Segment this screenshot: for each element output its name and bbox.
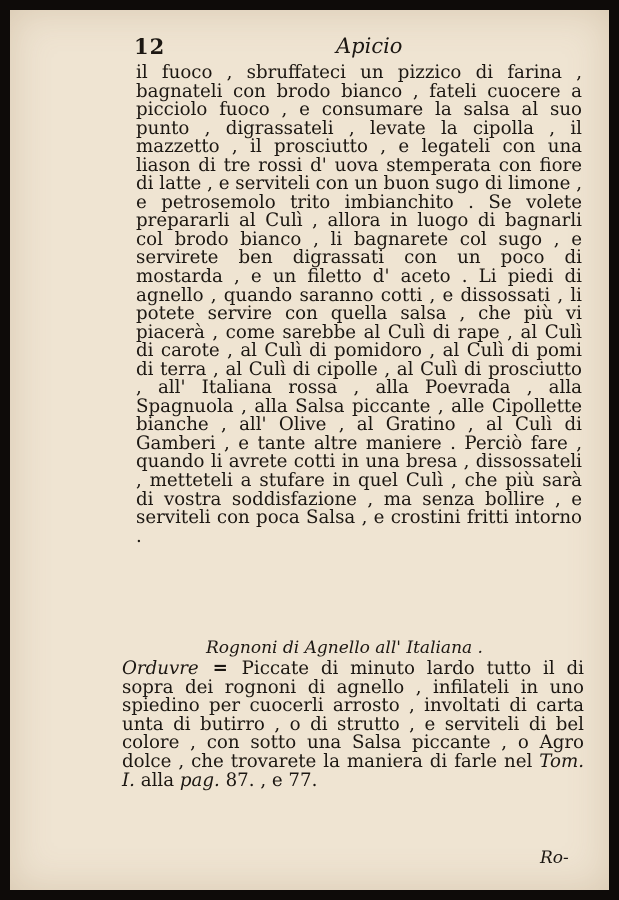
recipe-paragraph [122, 660, 584, 790]
body-text [136, 64, 582, 546]
page-references: 87. , e 77. [225, 769, 318, 791]
book-page [10, 10, 609, 890]
page-number: 12 [134, 34, 166, 59]
catchword: Ro- [540, 848, 569, 868]
body-paragraph: il fuoco , sbruffateci un pizzico di farina , bagnateli con brodo bianco , fateli cuocere a picciolo fuoco , e consumare la salsa al suo punto , digrassateli , levate la cipolla , il mazzetto , il prosciutto , e legateli con una liason di tre rossi d' uova stemperata con fiore di latte , e serviteli con un buon sugo di limone , e petrosemolo trito imbianchito . Se volete prepararli al Culì , allora in luogo di bagnarli col brodo bianco , li bagnarete col sugo , e servirete ben digrassati con un poco di mostarda , e un filetto d' aceto . Li piedi di agnello , quando saranno cotti , e dissossati , li potete servire con quella salsa , che più vi piacerà , come sarebbe al Culì di rape , al Culì di carote , al Culì di pomidoro , al Culì di pomi di terra , al Culì di cipolle , al Culì di prosciutto , all' Italiana rossa , alla Poevrada , alla Spagnuola , alla Salsa piccante , alle Cipollette bianche , all' Olive , al Gratino , al Culì di Gamberi , e tante altre maniere . Perciò fare , quando li avrete cotti in una bresa , dissossateli , metteteli a stufare in quel Culì , che più sarà di vostra soddisfazione , ma senza bollire , e serviteli con poca Salsa , e crostini fritti intorno . [136, 62, 582, 547]
recipe-text: Piccate di minuto lardo tutto il di sopra dei rognoni di agnello , infilateli in uno spiedino per cuocerli arrosto , involtati di carta unta di butirro , o di strutto , e serviteli di bel colore , con sotto una Salsa piccante , o Agro dolce , che trovarete la maniera di farle nel [122, 658, 584, 772]
tome-reference: Tom. I. [122, 750, 584, 791]
recipe-separator: = [212, 658, 228, 679]
page-abbrev: pag. [179, 769, 220, 791]
recipe-lead: Orduvre [122, 658, 199, 679]
section-title: Rognoni di Agnello all' Italiana . [206, 638, 483, 658]
running-head: Apicio [336, 34, 403, 58]
alla-word: alla [140, 769, 175, 791]
